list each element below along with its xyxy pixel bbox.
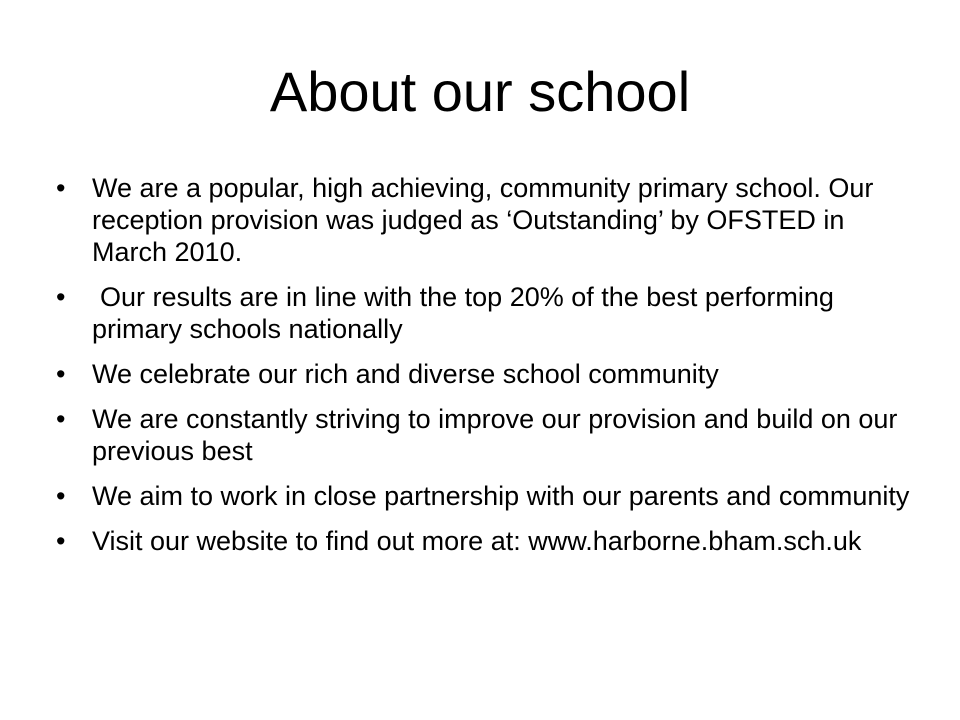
bullet-item (56, 480, 916, 512)
bullet-icon: • (56, 481, 66, 511)
bullet-icon: • (56, 526, 66, 556)
bullet-item (56, 358, 916, 390)
bullet-text: Visit our website to find out more at: www.harborne.bham.sch.uk (92, 526, 862, 556)
bullet-item (56, 281, 916, 345)
bullet-text: We are a popular, high achieving, community primary school. Our reception provision was judged as ‘Outstanding’ by OFSTED in March 2010. (92, 173, 874, 267)
bullet-item (56, 525, 916, 557)
bullet-text: We aim to work in close partnership with our parents and community (92, 481, 910, 511)
bullet-item (56, 403, 916, 467)
bullet-text: We celebrate our rich and diverse school community (92, 359, 719, 389)
bullet-icon: • (56, 359, 66, 389)
bullet-icon: • (56, 282, 66, 312)
bullet-icon: • (56, 173, 66, 203)
bullet-item (56, 172, 916, 268)
bullet-text: Our results are in line with the top 20% of the best performing primary schools nationally (92, 282, 834, 344)
bullet-text: We are constantly striving to improve our provision and build on our previous best (92, 404, 898, 466)
bullet-icon: • (56, 404, 66, 434)
slide-title: About our school (269, 60, 691, 123)
bullet-list (56, 172, 916, 570)
